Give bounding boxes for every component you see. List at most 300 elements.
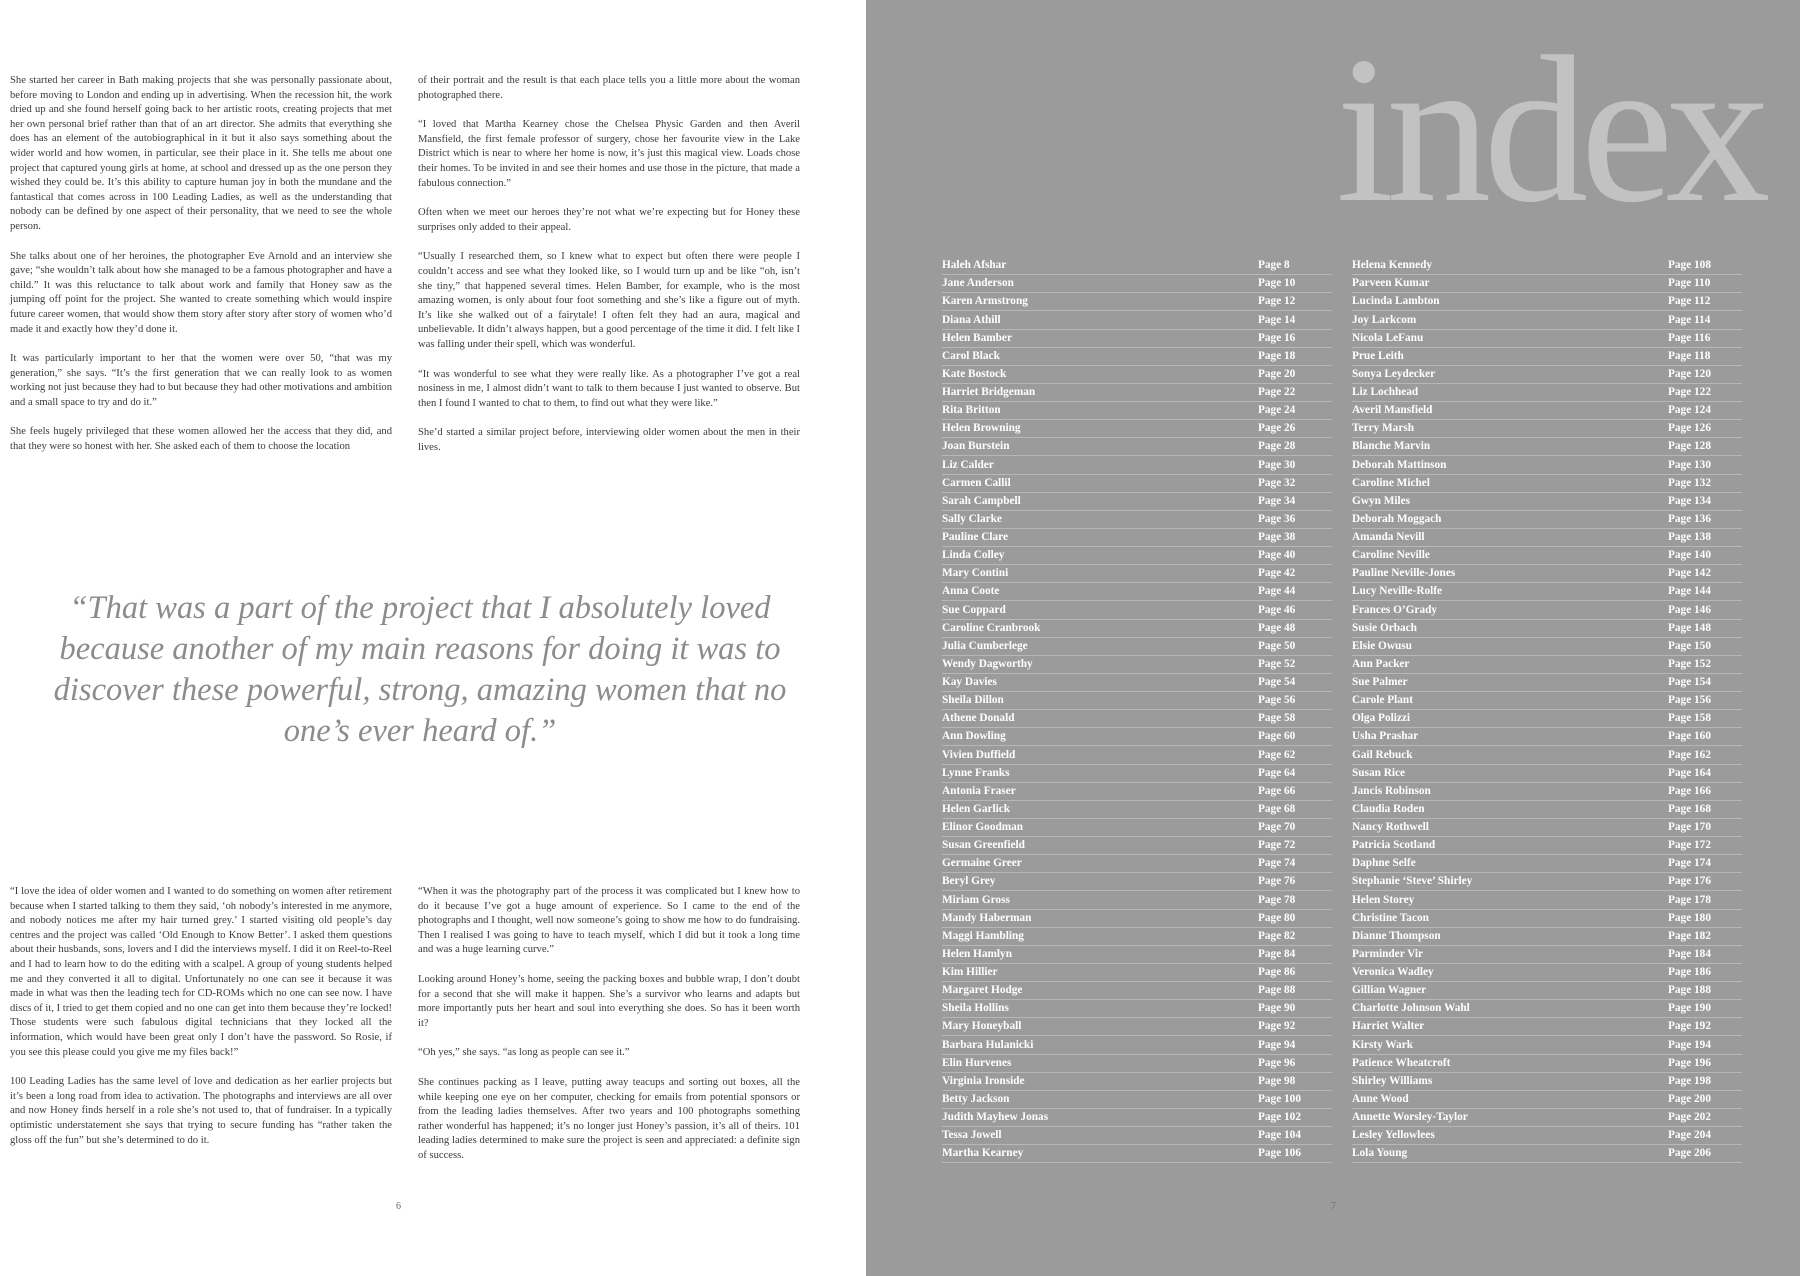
index-entry-name: Helen Garlick — [942, 802, 1011, 815]
article-paragraph: “I love the idea of older women and I wanted to do something on women after retirement because when I started talking to them they said, ‘oh nobody’s interested in me anymore, and nobody notices me after my hair turned grey.’ I started visiting old people’s day centres and the project was called ‘Old Enough to Know Better’. I asked them questions about their husbands, sons, lovers and I did the interviews myself. I did it on Reel-to-Reel and I had to learn how to do the editing with a scalpel. A group of young students helped me and they converted it all to digital. Unfortunately no one can see it because it was made in what was then the leading tech for CD-ROMs which no one can see now. I have discs of it, I tried to get them copied and no one can get into them because they’re locked! Those students were such fabulous digital technicians that they locked all the information, which would have been great only I don’t have the password. So Rosie, if you see this please could you give me my files back!” — [10, 886, 392, 1058]
index-entry-name: Sue Coppard — [942, 603, 1006, 616]
index-entry — [942, 456, 1332, 474]
index-entry-page: Page 14 — [1258, 313, 1296, 326]
index-entry — [942, 710, 1332, 728]
index-entry-page: Page 196 — [1668, 1056, 1711, 1069]
index-entry — [942, 674, 1332, 692]
index-entry — [942, 493, 1332, 511]
index-entry-page: Page 84 — [1258, 947, 1296, 960]
index-entry-name: Lucinda Lambton — [1352, 295, 1440, 308]
index-entry-name: Helen Bamber — [942, 331, 1012, 344]
index-entry-name: Antonia Fraser — [942, 784, 1016, 797]
index-entry-page: Page 182 — [1668, 929, 1711, 942]
index-entry-page: Page 104 — [1258, 1129, 1301, 1142]
index-entry-name: Kate Bostock — [942, 367, 1007, 380]
index-entry-name: Nicola LeFanu — [1352, 331, 1424, 344]
index-entry — [942, 746, 1332, 764]
index-entry-page: Page 144 — [1668, 585, 1711, 598]
index-entry — [1352, 420, 1742, 438]
index-entry — [1352, 330, 1742, 348]
index-entry — [1352, 475, 1742, 493]
index-entry-name: Carol Black — [942, 349, 1000, 362]
index-entry-name: Kirsty Wark — [1352, 1038, 1413, 1051]
index-entry — [942, 1018, 1332, 1036]
index-entry-page: Page 128 — [1668, 440, 1711, 453]
index-entry-name: Averil Mansfield — [1352, 404, 1433, 417]
index-entry-name: Mandy Haberman — [942, 911, 1032, 924]
index-entry-page: Page 64 — [1258, 766, 1296, 779]
index-entry — [1352, 873, 1742, 891]
index-entry — [1352, 620, 1742, 638]
index-entry-page: Page 148 — [1668, 621, 1711, 634]
index-entry — [1352, 1036, 1742, 1054]
index-entry-page: Page 142 — [1668, 567, 1711, 580]
index-entry — [942, 964, 1332, 982]
index-entry-page: Page 46 — [1258, 603, 1296, 616]
index-entry-name: Claudia Roden — [1352, 802, 1425, 815]
index-entry-page: Page 112 — [1668, 295, 1711, 308]
index-entry — [1352, 674, 1742, 692]
index-entry — [1352, 692, 1742, 710]
index-entry-page: Page 74 — [1258, 857, 1296, 870]
index-entry — [942, 1073, 1332, 1091]
article-paragraph: “When it was the photography part of the process it was complicated but I knew how to do it because I’ve got a huge amount of experience. So I came to the end of the photographs and I thought, well now someone’s going to show me how to do fundraising. Then I realised I was going to have to teach myself, which I did but it took a long time and was a huge learning curve.” — [418, 886, 800, 956]
index-entry — [942, 293, 1332, 311]
index-entry-page: Page 36 — [1258, 512, 1296, 525]
index-entry — [1352, 311, 1742, 329]
index-entry-page: Page 114 — [1668, 313, 1711, 326]
index-entry-page: Page 98 — [1258, 1074, 1296, 1087]
article-paragraph: She started her career in Bath making projects that she was personally passionate about, before moving to London and ending up in advertising. When the recession hit, the work dried up and she found herself going back to her artistic roots, creating projects that met her own personal brief rather than that of an art director. She admits that everything she does has an element of the autobiographical in it but it also says something about the wider world and how women, in particular, see their place in it. She tells me about one project that captured young girls at home, at school and dressed up as the one person they wished they could be. It’s this ability to capture human joy in both the mundane and the fantastical that comes across in 100 Leading Ladies, as well as the understanding that nobody can be defined by one aspect of their personality, that we need to see the whole person. — [10, 75, 392, 232]
index-entry-name: Prue Leith — [1352, 349, 1404, 362]
index-entry-page: Page 206 — [1668, 1147, 1711, 1160]
index-entry-name: Frances O’Grady — [1352, 603, 1438, 616]
index-entry-name: Helen Hamlyn — [942, 947, 1012, 960]
index-entry-page: Page 42 — [1258, 567, 1296, 580]
index-entry-name: Sonya Leydecker — [1352, 367, 1436, 380]
index-entry — [1352, 783, 1742, 801]
left-page — [0, 0, 866, 1276]
index-entry-name: Margaret Hodge — [942, 984, 1023, 997]
index-entry-name: Harriet Bridgeman — [942, 386, 1036, 398]
index-entry-name: Patience Wheatcroft — [1352, 1056, 1451, 1069]
index-entry — [1352, 855, 1742, 873]
index-entry-name: Deborah Moggach — [1352, 512, 1442, 525]
index-entry-page: Page 172 — [1668, 839, 1711, 852]
index-entry-name: Ann Packer — [1352, 657, 1410, 670]
index-entry-name: Kay Davies — [942, 676, 997, 688]
index-entry-page: Page 54 — [1258, 676, 1296, 688]
index-entry-page: Page 194 — [1668, 1038, 1711, 1051]
index-entry-name: Germaine Greer — [942, 857, 1022, 870]
index-entry-name: Parveen Kumar — [1352, 277, 1430, 290]
index-entry-page: Page 24 — [1258, 404, 1296, 417]
index-entry-page: Page 50 — [1258, 639, 1296, 652]
index-entry — [1352, 275, 1742, 293]
index-entry — [942, 855, 1332, 873]
index-entry-page: Page 90 — [1258, 1002, 1296, 1015]
article-paragraph: Often when we meet our heroes they’re not what we’re expecting but for Honey these surprises only added to their appeal. — [418, 207, 800, 233]
index-entry-name: Pauline Clare — [942, 531, 1008, 543]
index-entry — [942, 1145, 1332, 1163]
index-entry-page: Page 68 — [1258, 802, 1296, 815]
index-entry-page: Page 94 — [1258, 1038, 1296, 1051]
index-entry-page: Page 166 — [1668, 784, 1711, 797]
index-entry-name: Anna Coote — [942, 585, 1000, 598]
article-paragraph: It was particularly important to her that the women were over 50, “that was my generation,” she says. “It’s the first generation that we can really look to as women working not just because they had to but because they had other motivations and ambition and a small space to try and do it.” — [10, 353, 392, 408]
index-entry — [1352, 1127, 1742, 1145]
index-entry — [1352, 257, 1742, 275]
index-entry-page: Page 202 — [1668, 1111, 1711, 1123]
index-entry-name: Martha Kearney — [942, 1147, 1024, 1160]
index-entry-page: Page 198 — [1668, 1074, 1711, 1087]
index-entry — [1352, 891, 1742, 909]
index-entry-name: Virginia Ironside — [942, 1074, 1025, 1087]
index-entry-name: Olga Polizzi — [1352, 712, 1411, 725]
index-entry-page: Page 146 — [1668, 603, 1711, 616]
index-entry-name: Liz Calder — [942, 458, 994, 471]
index-entry-page: Page 170 — [1668, 821, 1711, 833]
index-entry — [1352, 946, 1742, 964]
index-entry-page: Page 28 — [1258, 440, 1296, 453]
index-entry-name: Susan Greenfield — [942, 839, 1025, 852]
index-entry-name: Sue Palmer — [1352, 676, 1408, 688]
index-entry-page: Page 66 — [1258, 784, 1296, 797]
article-paragraph: Looking around Honey’s home, seeing the packing boxes and bubble wrap, I don’t doubt for a second that she will make it happen. She’s a survivor who learns and adapts but more importantly puts her heart and soul into everything she does. So has it been worth it? — [418, 973, 800, 1029]
index-entry-name: Wendy Dagworthy — [942, 657, 1033, 670]
index-entry — [942, 565, 1332, 583]
index-entry — [1352, 1091, 1742, 1109]
index-entry — [942, 656, 1332, 674]
index-entry-page: Page 160 — [1668, 730, 1711, 743]
index-entry-name: Judith Mayhew Jonas — [942, 1111, 1049, 1123]
index-entry-page: Page 130 — [1668, 458, 1711, 471]
index-entry-name: Gillian Wagner — [1352, 984, 1427, 997]
index-entry-page: Page 34 — [1258, 494, 1296, 507]
index-entry — [942, 1036, 1332, 1054]
index-entry-page: Page 204 — [1668, 1129, 1711, 1142]
index-entry-name: Lucy Neville-Rolfe — [1352, 585, 1443, 598]
index-entry-page: Page 70 — [1258, 821, 1296, 833]
article-paragraph: “Oh yes,” she says. “as long as people can see it.” — [418, 1047, 630, 1059]
index-entry-name: Helen Browning — [942, 422, 1021, 435]
index-entry-page: Page 44 — [1258, 585, 1296, 598]
index-entry-page: Page 76 — [1258, 875, 1296, 888]
article-column-top-left — [10, 74, 392, 470]
index-entry-page: Page 20 — [1258, 367, 1296, 380]
index-entry-page: Page 124 — [1668, 404, 1711, 417]
index-entry-name: Elsie Owusu — [1352, 639, 1412, 652]
index-entry — [1352, 601, 1742, 619]
page-number-right: 7 — [1331, 1201, 1336, 1212]
index-entry — [1352, 1018, 1742, 1036]
index-entry-page: Page 92 — [1258, 1020, 1296, 1033]
index-entry-name: Ann Dowling — [942, 730, 1006, 743]
index-entry — [1352, 746, 1742, 764]
index-entry-page: Page 176 — [1668, 875, 1711, 888]
index-entry — [942, 311, 1332, 329]
article-column-top-right — [418, 74, 800, 470]
index-entry-page: Page 180 — [1668, 911, 1711, 924]
index-entry — [1352, 656, 1742, 674]
index-entry-page: Page 118 — [1668, 349, 1711, 362]
index-entry — [1352, 366, 1742, 384]
index-entry-name: Amanda Nevill — [1352, 531, 1425, 543]
index-entry-name: Anne Wood — [1352, 1092, 1409, 1105]
index-entry — [1352, 493, 1742, 511]
index-entry-page: Page 82 — [1258, 929, 1296, 942]
index-entry-name: Gail Rebuck — [1352, 748, 1413, 761]
index-entry-name: Caroline Michel — [1352, 476, 1430, 489]
index-entry — [942, 728, 1332, 746]
index-entry-page: Page 168 — [1668, 802, 1711, 815]
index-entry-page: Page 192 — [1668, 1020, 1711, 1033]
index-entry — [942, 330, 1332, 348]
index-entry — [1352, 801, 1742, 819]
index-entry-name: Sarah Campbell — [942, 494, 1021, 507]
index-entry — [942, 1055, 1332, 1073]
index-entry-page: Page 178 — [1668, 893, 1711, 906]
index-entry-name: Jancis Robinson — [1352, 784, 1431, 797]
index-entry-name: Pauline Neville-Jones — [1352, 567, 1456, 580]
index-entry-page: Page 78 — [1258, 893, 1296, 906]
index-entry-page: Page 10 — [1258, 277, 1296, 290]
index-entry-name: Carmen Callil — [942, 476, 1011, 489]
index-entry-name: Betty Jackson — [942, 1092, 1010, 1105]
index-entry — [1352, 638, 1742, 656]
index-entry-name: Lola Young — [1352, 1147, 1408, 1160]
index-entry — [942, 982, 1332, 1000]
index-entry — [942, 583, 1332, 601]
index-entry — [1352, 529, 1742, 547]
index-entry-page: Page 140 — [1668, 549, 1711, 562]
index-entry — [1352, 293, 1742, 311]
index-entry-page: Page 12 — [1258, 295, 1296, 308]
index-entry-name: Deborah Mattinson — [1352, 458, 1447, 471]
index-entry — [942, 928, 1332, 946]
index-entry — [942, 873, 1332, 891]
article-column-bottom-left — [10, 885, 392, 1163]
index-entry — [942, 910, 1332, 928]
index-entry — [942, 1109, 1332, 1127]
index-entry-name: Usha Prashar — [1352, 730, 1419, 743]
index-entry — [1352, 837, 1742, 855]
index-entry-name: Vivien Duffield — [942, 748, 1016, 761]
index-entry-page: Page 134 — [1668, 494, 1711, 507]
index-entry — [1352, 438, 1742, 456]
index-entry-page: Page 108 — [1668, 259, 1711, 272]
article-paragraph: She talks about one of her heroines, the photographer Eve Arnold and an interview she gave; “she wouldn’t talk about how she managed to be a famous photographer and have a child.” It was this reluctance to talk about work and family that Honey saw as the jumping off point for the project. She wanted to create something which would inspire future career women, that would show them story after story after story of women who’d made it and exactly how they’d done it. — [10, 250, 392, 335]
index-entry — [942, 384, 1332, 402]
index-entry-page: Page 48 — [1258, 621, 1296, 634]
index-entry-name: Annette Worsley-Taylor — [1352, 1111, 1468, 1123]
index-entry-page: Page 22 — [1258, 386, 1296, 398]
index-entry — [942, 1000, 1332, 1018]
index-entry — [942, 783, 1332, 801]
index-entry-page: Page 96 — [1258, 1056, 1296, 1069]
index-entry-name: Diana Athill — [942, 313, 1001, 326]
index-entry — [942, 275, 1332, 293]
index-entry-page: Page 106 — [1258, 1147, 1301, 1160]
index-entry-name: Susan Rice — [1352, 766, 1406, 779]
index-entry-page: Page 190 — [1668, 1002, 1711, 1015]
index-entry — [1352, 710, 1742, 728]
index-entry — [1352, 728, 1742, 746]
index-entry-name: Stephanie ‘Steve’ Shirley — [1352, 875, 1473, 888]
article-paragraph: “It was wonderful to see what they were really like. As a photographer I’ve got a real nosiness in me, I almost didn’t want to talk to them because I just wanted to observe. But then I found I wanted to chat to them, to find out what they were like.” — [418, 368, 800, 409]
index-entry-name: Carole Plant — [1352, 694, 1413, 707]
index-entry-name: Terry Marsh — [1352, 422, 1415, 435]
index-entry-page: Page 158 — [1668, 712, 1711, 725]
index-entry-page: Page 150 — [1668, 639, 1711, 652]
index-entry-page: Page 110 — [1668, 277, 1711, 290]
index-entry — [1352, 1055, 1742, 1073]
index-entry-page: Page 116 — [1668, 331, 1711, 344]
index-entry-name: Lesley Yellowlees — [1352, 1129, 1435, 1142]
index-entry — [942, 257, 1332, 275]
index-entry — [942, 529, 1332, 547]
index-entry-name: Jane Anderson — [942, 277, 1014, 290]
index-entry — [942, 801, 1332, 819]
index-entry-page: Page 86 — [1258, 966, 1296, 978]
index-entry — [942, 891, 1332, 909]
index-entry — [942, 620, 1332, 638]
index-entry-page: Page 56 — [1258, 694, 1296, 707]
index-entry-name: Joy Larkcom — [1352, 313, 1417, 326]
index-entry-page: Page 88 — [1258, 984, 1296, 997]
index-entry — [942, 438, 1332, 456]
index-entry-name: Caroline Cranbrook — [942, 621, 1041, 634]
index-entry-name: Caroline Neville — [1352, 549, 1430, 562]
index-entry-name: Patricia Scotland — [1352, 839, 1436, 852]
index-entry — [942, 402, 1332, 420]
index-entry — [1352, 456, 1742, 474]
index-entry-page: Page 18 — [1258, 349, 1296, 362]
index-entry-name: Gwyn Miles — [1352, 494, 1411, 507]
index-entry-name: Kim Hillier — [942, 966, 998, 978]
article-paragraph: 100 Leading Ladies has the same level of love and dedication as her earlier projects but it’s been a long road from idea to activation. The photographs and interviews are all over and now Honey finds herself in a role she’s not used to, that of fundraiser. In a typically optimistic understatement she says that trying to secure funding has “rather taken the gloss off the fun” but she’s determined to do it. — [10, 1076, 392, 1146]
index-entry — [1352, 384, 1742, 402]
index-entry-name: Elinor Goodman — [942, 821, 1024, 833]
page-number-left: 6 — [396, 1201, 401, 1212]
right-page — [866, 0, 1800, 1276]
index-entry-page: Page 200 — [1668, 1092, 1711, 1105]
index-entry-name: Haleh Afshar — [942, 259, 1007, 272]
index-entry-name: Parminder Vir — [1352, 947, 1424, 960]
index-entry — [1352, 511, 1742, 529]
index-entry-page: Page 120 — [1668, 367, 1711, 380]
index-entry-name: Athene Donald — [942, 712, 1015, 725]
index-entry — [942, 819, 1332, 837]
index-entry-page: Page 52 — [1258, 657, 1296, 670]
index-entry — [1352, 1145, 1742, 1163]
index-entry — [1352, 982, 1742, 1000]
index-entry-name: Helena Kennedy — [1352, 259, 1433, 272]
index-entry — [1352, 565, 1742, 583]
index-entry-page: Page 122 — [1668, 386, 1711, 398]
index-entry-name: Julia Cumberlege — [942, 639, 1028, 652]
index-entry — [1352, 964, 1742, 982]
index-entry-page: Page 26 — [1258, 422, 1296, 435]
index-entry-name: Miriam Gross — [942, 893, 1010, 906]
index-entry-page: Page 154 — [1668, 676, 1711, 688]
index-entry — [942, 366, 1332, 384]
index-entry — [1352, 819, 1742, 837]
index-column-2 — [1352, 257, 1742, 1163]
index-entry-name: Harriet Walter — [1352, 1020, 1425, 1033]
index-entry — [942, 692, 1332, 710]
index-entry — [1352, 928, 1742, 946]
index-entry — [942, 420, 1332, 438]
index-entry — [942, 638, 1332, 656]
index-entry-name: Joan Burstein — [942, 440, 1010, 453]
index-entry-page: Page 62 — [1258, 748, 1296, 761]
index-entry-name: Karen Armstrong — [942, 295, 1028, 308]
index-entry — [942, 547, 1332, 565]
index-entry — [942, 348, 1332, 366]
index-entry-page: Page 60 — [1258, 730, 1296, 743]
index-entry-page: Page 156 — [1668, 694, 1711, 707]
article-paragraph: She continues packing as I leave, putting away teacups and sorting out boxes, all the while keeping one eye on her computer, checking for emails from potential sponsors or from the leading ladies themselves. After two years and 100 photographs something rather wonderful has happened; it’s no longer just Honey’s passion, it’s all of theirs. 101 leading ladies determined to make sure the project is seen and appreciated: a definite sign of success. — [418, 1076, 800, 1161]
index-entry — [942, 1091, 1332, 1109]
article-paragraph: She’d started a similar project before, interviewing older women about the men in their lives. — [418, 427, 800, 453]
article-paragraph: “Usually I researched them, so I knew what to expect but often there were people I couldn’t access and see what they looked like, so I would turn up and be like “oh, isn’t she tiny,” that happened several times. Helen Bamber, for example, who is the most amazing women, is only about four foot something and she’s like a figure out of myth. It’s like she walked out of a fairytale! I often felt they had an aura, magical and unbelievable. It didn’t always happen, but a good percentage of the time it did. I felt like I was falling under their spell, which was wonderful. — [418, 251, 800, 350]
index-entry-page: Page 138 — [1668, 531, 1711, 543]
index-entry — [1352, 1109, 1742, 1127]
index-entry-page: Page 174 — [1668, 857, 1711, 870]
index-entry — [942, 511, 1332, 529]
index-entry-name: Blanche Marvin — [1352, 440, 1431, 453]
index-entry-page: Page 188 — [1668, 984, 1711, 997]
index-entry — [1352, 1000, 1742, 1018]
index-entry-page: Page 102 — [1258, 1111, 1301, 1123]
article-paragraph: She feels hugely privileged that these women allowed her the access that they did, and that they were so honest with her. She asked each of them to choose the location — [10, 426, 392, 453]
index-entry-page: Page 186 — [1668, 966, 1711, 978]
index-entry — [942, 837, 1332, 855]
index-entry-name: Liz Lochhead — [1352, 386, 1419, 398]
index-entry-name: Maggi Hambling — [942, 929, 1024, 942]
index-entry — [942, 601, 1332, 619]
index-entry-page: Page 8 — [1258, 259, 1290, 272]
index-entry — [1352, 402, 1742, 420]
index-entry-page: Page 136 — [1668, 512, 1711, 525]
index-entry-page: Page 58 — [1258, 712, 1296, 725]
index-entry-page: Page 100 — [1258, 1092, 1301, 1105]
index-entry-page: Page 40 — [1258, 549, 1296, 562]
index-entry-name: Christine Tacon — [1352, 911, 1429, 924]
index-entry-page: Page 162 — [1668, 748, 1711, 761]
index-entry-name: Daphne Selfe — [1352, 857, 1416, 870]
index-entry-name: Elin Hurvenes — [942, 1056, 1012, 1069]
index-entry-name: Sheila Dillon — [942, 694, 1004, 707]
article-paragraph: of their portrait and the result is that each place tells you a little more about the woman photographed there. — [418, 75, 800, 101]
index-entry — [1352, 583, 1742, 601]
index-entry-name: Beryl Grey — [942, 875, 996, 888]
index-entry-page: Page 152 — [1668, 657, 1711, 670]
index-column-1 — [942, 257, 1332, 1163]
index-entry-name: Mary Honeyball — [942, 1020, 1022, 1033]
index-entry-page: Page 126 — [1668, 422, 1711, 435]
index-entry-page: Page 32 — [1258, 476, 1296, 489]
index-entry-name: Helen Storey — [1352, 893, 1415, 906]
index-entry-page: Page 72 — [1258, 839, 1296, 852]
index-entry — [1352, 547, 1742, 565]
index-entry-name: Mary Contini — [942, 567, 1009, 580]
index-entry — [942, 765, 1332, 783]
index-entry-name: Shirley Williams — [1352, 1074, 1433, 1087]
index-entry-name: Susie Orbach — [1352, 621, 1417, 634]
index-entry-name: Barbara Hulanicki — [942, 1038, 1034, 1051]
